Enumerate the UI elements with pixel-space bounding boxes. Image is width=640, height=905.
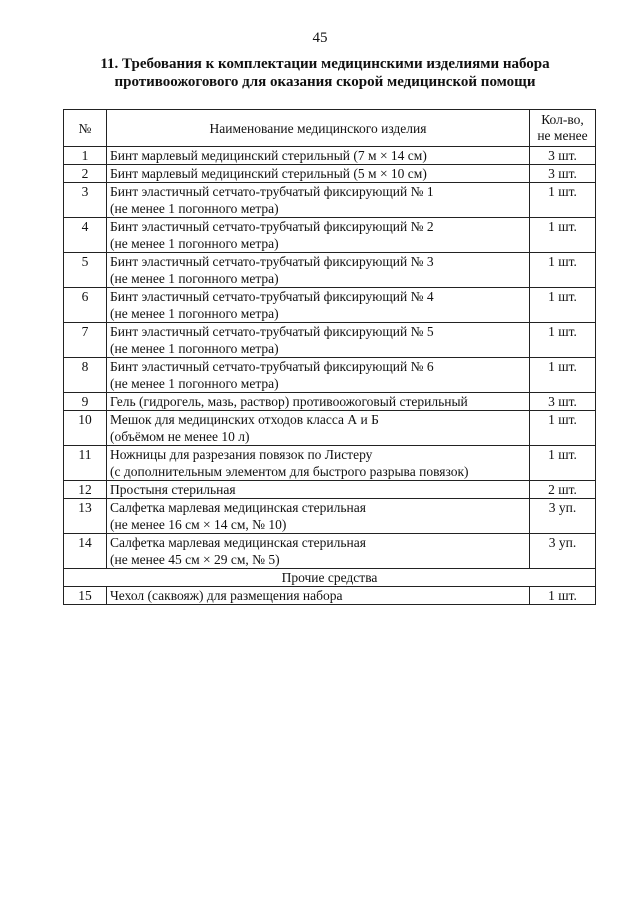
- equipment-table: [63, 109, 596, 605]
- header-name: Наименование медицинского изделия: [107, 110, 530, 147]
- row-number: 6: [64, 288, 107, 323]
- item-name: [107, 393, 530, 411]
- item-name: [107, 358, 530, 393]
- item-name-line: Бинт эластичный сетчато-трубчатый фиксирующий № 3: [110, 254, 434, 269]
- table-row: [64, 499, 596, 534]
- item-quantity: 3 шт.: [530, 165, 596, 183]
- item-name-line: (не менее 1 погонного метра): [110, 201, 279, 216]
- table-row: [64, 288, 596, 323]
- table-row: [64, 534, 596, 569]
- table-row: [64, 218, 596, 253]
- item-quantity: 3 уп.: [530, 499, 596, 534]
- item-name-line: Салфетка марлевая медицинская стерильная: [110, 500, 366, 515]
- item-name-line: (не менее 1 погонного метра): [110, 236, 279, 251]
- row-number: 9: [64, 393, 107, 411]
- table-row: [64, 411, 596, 446]
- item-name-line: (не менее 1 погонного метра): [110, 306, 279, 321]
- table-row: [64, 393, 596, 411]
- row-number: 10: [64, 411, 107, 446]
- row-number: 14: [64, 534, 107, 569]
- header-num: №: [64, 110, 107, 147]
- item-quantity: 1 шт.: [530, 446, 596, 481]
- row-number: 8: [64, 358, 107, 393]
- table-row: [64, 446, 596, 481]
- item-quantity: 1 шт.: [530, 358, 596, 393]
- table-body: [64, 147, 596, 605]
- item-quantity: 3 уп.: [530, 534, 596, 569]
- table-row: [64, 358, 596, 393]
- row-number: 2: [64, 165, 107, 183]
- item-quantity: 1 шт.: [530, 253, 596, 288]
- item-name-line: (не менее 1 погонного метра): [110, 341, 279, 356]
- item-name: [107, 183, 530, 218]
- table-row: [64, 481, 596, 499]
- item-name: [107, 323, 530, 358]
- item-name: [107, 534, 530, 569]
- section-row: [64, 569, 596, 587]
- item-name-line: (объёмом не менее 10 л): [110, 429, 250, 444]
- row-number: 4: [64, 218, 107, 253]
- item-name-line: Чехол (саквояж) для размещения набора: [110, 588, 343, 603]
- item-name-line: (не менее 1 погонного метра): [110, 376, 279, 391]
- row-number: 11: [64, 446, 107, 481]
- item-name-line: (не менее 1 погонного метра): [110, 271, 279, 286]
- item-name-line: Бинт эластичный сетчато-трубчатый фиксирующий № 2: [110, 219, 434, 234]
- row-number: 1: [64, 147, 107, 165]
- item-name: [107, 165, 530, 183]
- title-line-2: противоожогового для оказания скорой медицинской помощи: [114, 74, 536, 90]
- item-name-line: Бинт эластичный сетчато-трубчатый фиксирующий № 1: [110, 184, 434, 199]
- page-number: 45: [312, 30, 328, 46]
- item-quantity: 1 шт.: [530, 323, 596, 358]
- row-number: 5: [64, 253, 107, 288]
- item-name-line: Бинт эластичный сетчато-трубчатый фиксирующий № 4: [110, 289, 434, 304]
- table-row: [64, 323, 596, 358]
- item-name-line: Салфетка марлевая медицинская стерильная: [110, 535, 366, 550]
- item-name: [107, 288, 530, 323]
- row-number: 7: [64, 323, 107, 358]
- header-qty: [530, 110, 596, 147]
- item-name: [107, 446, 530, 481]
- item-quantity: 1 шт.: [530, 183, 596, 218]
- item-quantity: 2 шт.: [530, 481, 596, 499]
- row-number: 3: [64, 183, 107, 218]
- item-quantity: 1 шт.: [530, 587, 596, 605]
- item-name-line: Ножницы для разрезания повязок по Листеру: [110, 447, 373, 462]
- item-name-line: Бинт эластичный сетчато-трубчатый фиксирующий № 5: [110, 324, 434, 339]
- item-name: [107, 587, 530, 605]
- item-name: [107, 218, 530, 253]
- table-row: [64, 587, 596, 605]
- item-name-line: (не менее 45 см × 29 см, № 5): [110, 552, 280, 567]
- row-number: 13: [64, 499, 107, 534]
- item-name: [107, 481, 530, 499]
- item-name: [107, 411, 530, 446]
- document-title: [40, 55, 610, 91]
- table-row: [64, 165, 596, 183]
- item-name-line: Простыня стерильная: [110, 482, 236, 497]
- item-name-line: (не менее 16 см × 14 см, № 10): [110, 517, 287, 532]
- row-number: 15: [64, 587, 107, 605]
- item-name-line: Бинт марлевый медицинский стерильный (7 м × 14 см): [110, 148, 427, 163]
- item-name-line: Мешок для медицинских отходов класса А и Б: [110, 412, 379, 427]
- item-quantity: 3 шт.: [530, 147, 596, 165]
- table-header-row: [64, 110, 596, 147]
- row-number: 12: [64, 481, 107, 499]
- item-name: [107, 253, 530, 288]
- item-name: [107, 147, 530, 165]
- item-name-line: Бинт марлевый медицинский стерильный (5 м × 10 см): [110, 166, 427, 181]
- item-name-line: (с дополнительным элементом для быстрого разрыва повязок): [110, 464, 469, 479]
- item-name-line: Бинт эластичный сетчато-трубчатый фиксирующий № 6: [110, 359, 434, 374]
- title-line-1: 11. Требования к комплектации медицинскими изделиями набора: [100, 56, 550, 72]
- item-name-line: Гель (гидрогель, мазь, раствор) противоожоговый стерильный: [110, 394, 468, 409]
- table-row: [64, 147, 596, 165]
- table-row: [64, 253, 596, 288]
- item-name: [107, 499, 530, 534]
- header-qty-line-1: Кол-во,: [541, 112, 584, 127]
- header-qty-line-2: не менее: [537, 128, 588, 143]
- item-quantity: 1 шт.: [530, 288, 596, 323]
- item-quantity: 1 шт.: [530, 218, 596, 253]
- item-quantity: 1 шт.: [530, 411, 596, 446]
- section-label: Прочие средства: [64, 569, 596, 587]
- item-quantity: 3 шт.: [530, 393, 596, 411]
- table-row: [64, 183, 596, 218]
